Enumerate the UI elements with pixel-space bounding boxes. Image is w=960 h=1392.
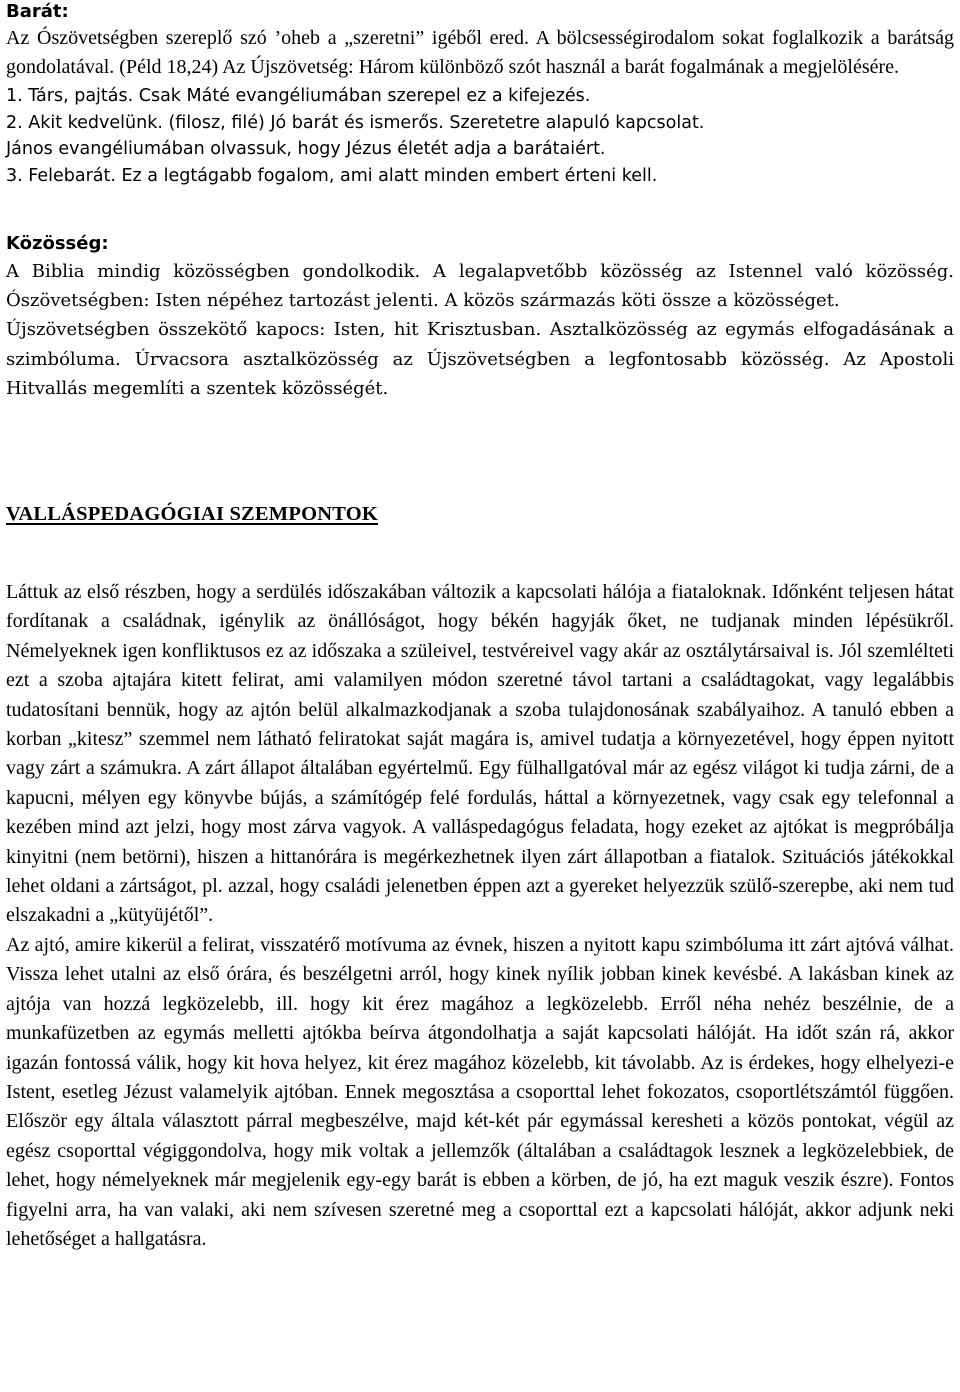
section-title: VALLÁSPEDAGÓGIAI SZEMPONTOK [6, 503, 379, 525]
kozosseg-paragraph-2: Újszövetségben összekötő kapocs: Isten, hit Krisztusban. Asztalközösség az egymás elfogadásának a szimbóluma. Úrvacsora asztalközösség az Újszövetségben a legfontosabb közösség. Az Apostoli Hitvallás megemlíti a szentek közösségét. [6, 319, 954, 399]
kozosseg-section [6, 257, 954, 403]
barat-item-2: 2. Akit kedvelünk. (filosz, filé) Jó barát és ismerős. Szeretetre alapuló kapcsolat. [6, 112, 705, 133]
barat-section [6, 24, 954, 190]
body-section [6, 578, 954, 1254]
body-paragraph-2: Az ajtó, amire kikerül a felirat, visszatérő motívuma az évnek, hiszen a nyitott kapu szimbóluma itt zárt ajtóvá válhat. Vissza lehet utalni az első órára, és beszélgetni arról, hogy kinek nyílik jobban kinek kevésbé. A lakásban kinek az ajtója van hozzá legközelebb, ill. hogy kit érez magához a legközelebb. Erről néha nehéz beszélnie, de a munkafüzetben az egymás melletti ajtókba beírva átgondolhatja a saját kapcsolati hálóját. Ha időt szán rá, akkor igazán fontossá válik, hogy kit hova helyez, kit érez magához közelebb, kit távolabb. Az is érdekes, hogy elhelyezi-e Istent, esetleg Jézust valamelyik ajtóban. Ennek megosztása a csoporttal lehet fokozatos, csoportlétszámtól függően. Először egy általa választott párral megbeszélve, majd két-két pár egymással keresheti a közös pontokat, végül az egész csoporttal végiggondolva, hogy mik voltak a jellemzők (általában a családtagok lesznek a legközelebbiek, de lehet, hogy némelyeknek már megjelenik egy-egy barát is ebben a körben, de jó, ha ezt maguk veszik észre). Fontos figyelni arra, ha van valaki, aki nem szívesen szeretné meg a csoporttal ezt a kapcsolati hálóját, akkor adjunk neki lehetőséget a hallgatásra. [6, 933, 954, 1250]
barat-intro: Az Ószövetségben szereplő szó ’oheb a „szeretni” igéből ered. A bölcsességirodalom sokat foglalkozik a barátság gondolatával. (Péld 18,24) Az Újszövetség: Három különböző szót használ a barát fogalmának a megjelölésére. [6, 27, 954, 79]
barat-item-1: 1. Társ, pajtás. Csak Máté evangéliumában szerepel ez a kifejezés. [6, 85, 591, 106]
barat-item-2-continued: János evangéliumában olvassuk, hogy Jézus életét adja a barátaiért. [6, 139, 606, 160]
body-paragraph-1: Láttuk az első részben, hogy a serdülés időszakában változik a kapcsolati hálója a fiataloknak. Időnként teljesen hátat fordítanak a családnak, igénylik az önállóságot, hogy békén hagyják őket, ne tudjanak minden lépésükről. Némelyeknek igen konfliktusos ez az időszaka a szüleivel, testvéreivel vagy akár az osztálytársaival is. Jól szemlélteti ezt a szoba ajtajára kitett felirat, ami valamilyen módon szeretné távol tartani a családtagokat, vagy legalábbis tudatosítani bennük, hogy az ajtón belül alkalmazkodjanak a szoba tulajdonosának szabályaihoz. A tanuló ebben a korban „kitesz” szemmel nem látható feliratokat saját magára is, amivel tudatja a környezetével, hogy éppen nyitott vagy zárt a számukra. A zárt állapot általában egyértelmű. Egy fülhallgatóval már az egész világot ki tudja zárni, de a kapucni, mélyen egy könyvbe bújás, a számítógép felé fordulás, háttal a környezetnek, vagy csak egy telefonnal a kezében mind azt jelzi, hogy most zárva vagyok. A valláspedagógus feladata, hogy ezeket az ajtókat is megpróbálja kinyitni (nem betörni), hiszen a hittanórára is megérkezhetnek ilyen zárt állapotban a fiatalok. Szituációs játékokkal lehet oldani a zártságot, pl. azzal, hogy családi jelenetben éppen azt a gyereket helyezzük szülő-szerepbe, aki nem tud elszakadni a „kütyüjétől”. [6, 581, 954, 927]
barat-heading: Barát: [6, 1, 69, 22]
kozosseg-heading: Közösség: [6, 233, 109, 254]
kozosseg-paragraph-1: A Biblia mindig közösségben gondolkodik. A legalapvetőbb közösség az Istennel való közösség. Ószövetségben: Isten népéhez tartozást jelenti. A közös származás köti össze a közösséget. [6, 261, 954, 312]
barat-item-3: 3. Felebarát. Ez a legtágabb fogalom, ami alatt minden embert érteni kell. [6, 165, 658, 186]
